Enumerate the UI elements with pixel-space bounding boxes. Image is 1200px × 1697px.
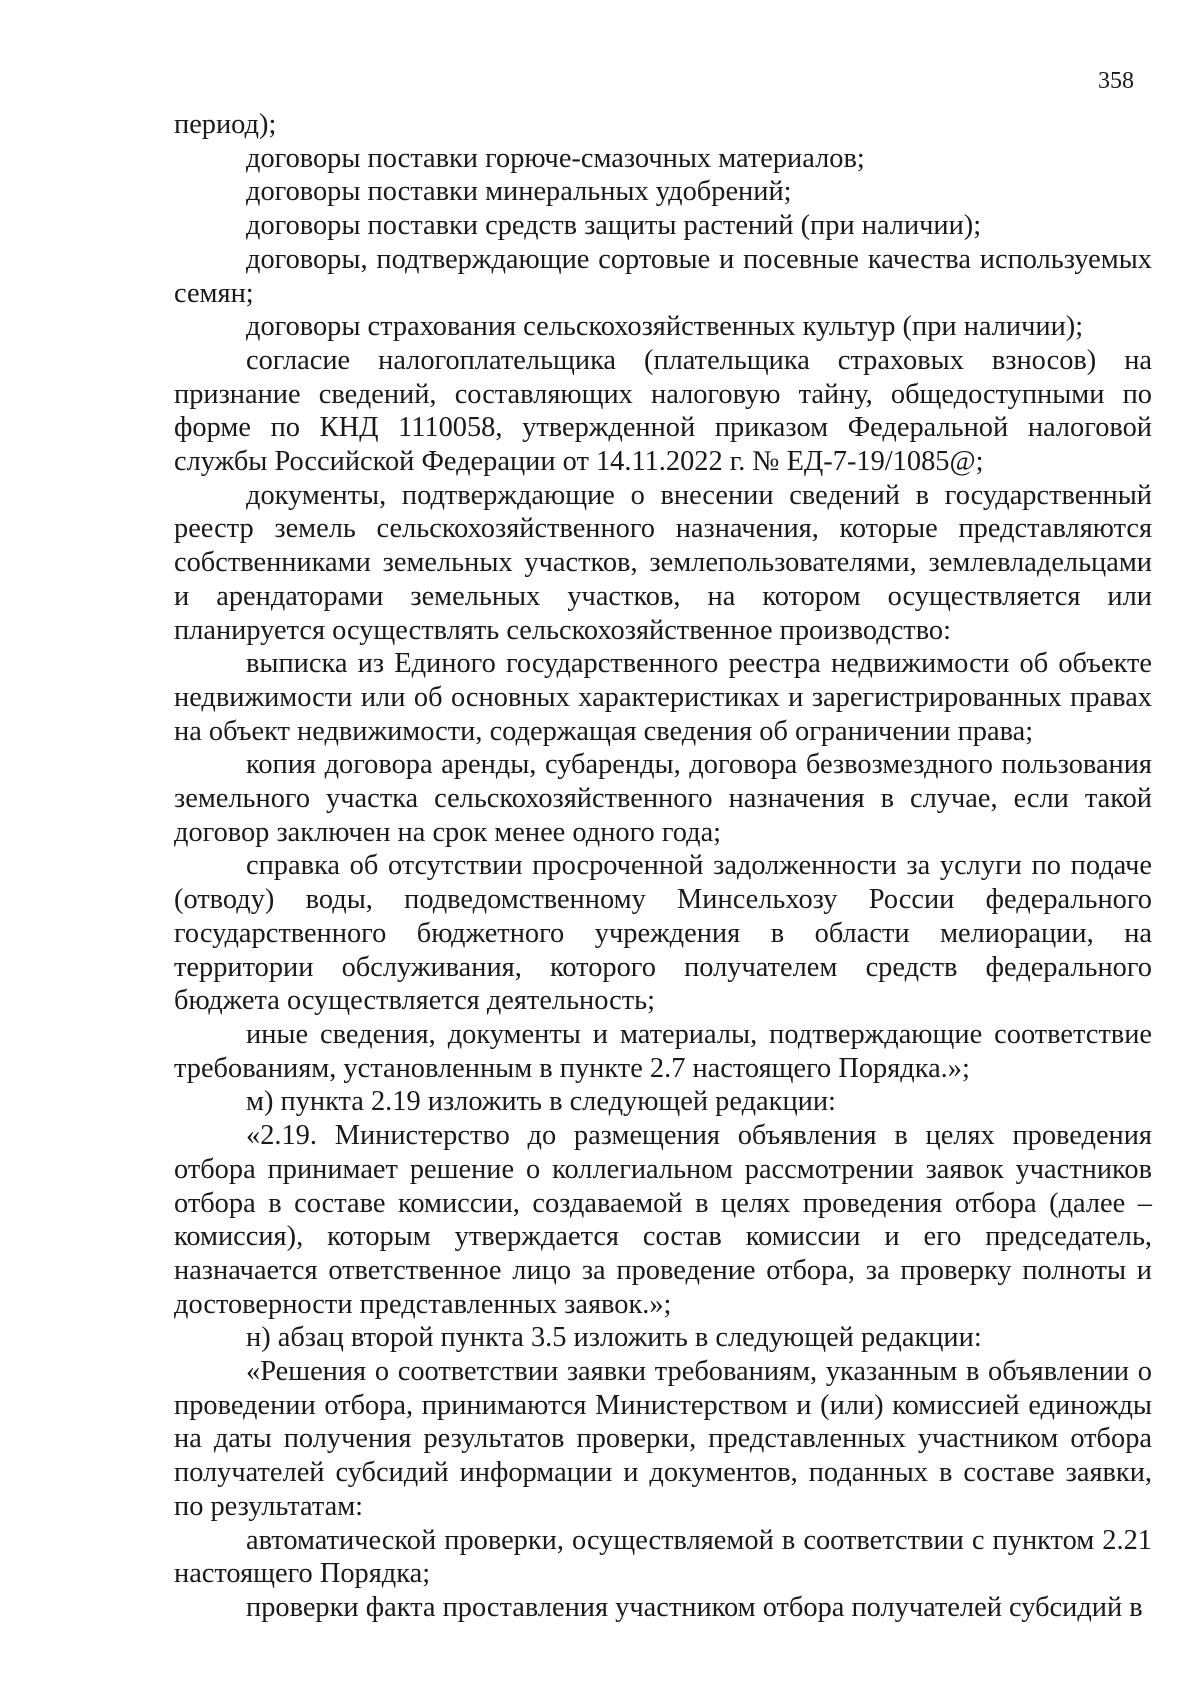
paragraph: договоры поставки минеральных удобрений;: [246, 176, 792, 208]
paragraph: договоры поставки средств защиты растений (при наличии);: [246, 210, 982, 242]
paragraph: справка об отсутствии просроченной задолженности за услуги по подаче (отводу) воды, подведомственному Минсельхозу России федерального государственного бюджетного учреждения в области мелиорации, на территории обслуживания, которого получателем средств федерального бюджета осуществляется деятельность;: [174, 850, 1152, 1017]
document-body: [174, 108, 1152, 1625]
paragraph: договоры, подтверждающие сортовые и посевные качества используемых семян;: [174, 243, 1152, 309]
paragraph: н) абзац второй пункта 3.5 изложить в следующей редакции:: [246, 1322, 982, 1354]
paragraph: копия договора аренды, субаренды, договора безвозмездного пользования земельного участка сельскохозяйственного назначения в случае, если такой договор заключен на срок менее одного года;: [174, 749, 1152, 848]
paragraph: выписка из Единого государственного реестра недвижимости об объекте недвижимости или об основных характеристиках и зарегистрированных правах на объект недвижимости, содержащая сведения об ограничении права;: [174, 648, 1152, 747]
paragraph: иные сведения, документы и материалы, подтверждающие соответствие требованиям, установленным в пункте 2.7 настоящего Порядка.»;: [174, 1018, 1152, 1084]
paragraph: автоматической проверки, осуществляемой в соответствии с пунктом 2.21 настоящего Порядка;: [174, 1524, 1152, 1590]
paragraph: договоры поставки горюче-смазочных материалов;: [246, 142, 865, 174]
paragraph: договоры страхования сельскохозяйственных культур (при наличии);: [246, 311, 1084, 343]
paragraph: документы, подтверждающие о внесении сведений в государственный реестр земель сельскохозяйственного назначения, которые представляются собственниками земельных участков, землепользователями, землевладельцами и арендаторами земельных участков, на котором осуществляется или планируется осуществлять сельскохозяйственное производство:: [174, 479, 1152, 646]
paragraph: согласие налогоплательщика (плательщика страховых взносов) на признание сведений, составляющих налоговую тайну, общедоступными по форме по КНД 1110058, утвержденной приказом Федеральной налоговой службы Российской Федерации от 14.11.2022 г. № ЕД-7-19/1085@;: [174, 344, 1152, 478]
paragraph: «Решения о соответствии заявки требованиям, указанным в объявлении о проведении отбора, принимаются Министерством и (или) комиссией единожды на даты получения результатов проверки, представленных участником отбора получателей субсидий информации и документов, поданных в составе заявки, по результатам:: [174, 1356, 1152, 1522]
paragraph: период);: [174, 109, 277, 140]
page-number: 358: [1098, 68, 1134, 94]
paragraph: проверки факта проставления участником отбора получателей субсидий в: [246, 1591, 1143, 1623]
paragraph: м) пункта 2.19 изложить в следующей редакции:: [246, 1086, 836, 1118]
paragraph: «2.19. Министерство до размещения объявления в целях проведения отбора принимает решение о коллегиальном рассмотрении заявок участников отбора в составе комиссии, создаваемой в целях проведения отбора (далее – комиссия), которым утверждается состав комиссии и его председатель, назначается ответственное лицо за проведение отбора, за проверку полноты и достоверности представленных заявок.»;: [174, 1120, 1152, 1320]
